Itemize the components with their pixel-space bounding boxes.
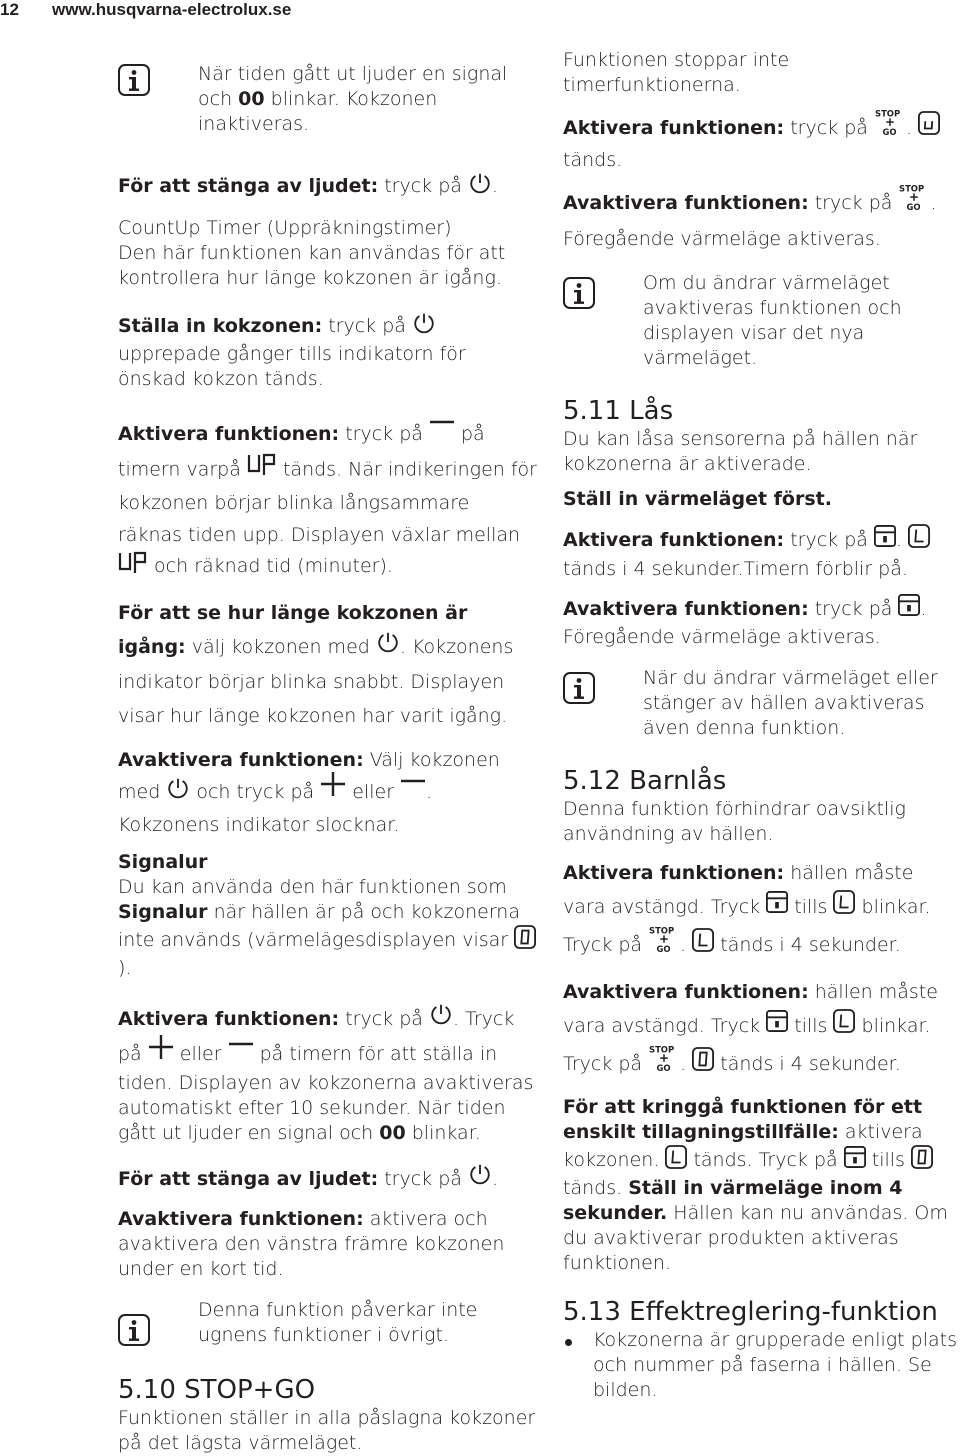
- text: .: [905, 116, 919, 139]
- display-00-text: 00: [379, 1121, 406, 1144]
- label-bold: För att se hur länge kokzonen är igång:: [118, 602, 468, 658]
- text: Du kan använda den här funktionen som: [118, 876, 507, 898]
- signalur-title: Signalur: [118, 851, 208, 873]
- note-text: När du ändrar värmeläget eller stänger av hällen avaktiveras även denna funktion.: [643, 667, 938, 739]
- power-icon: [166, 776, 190, 809]
- text: tills: [865, 1149, 911, 1171]
- label-bold: Ställa in kokzonen:: [118, 315, 323, 337]
- text: tryck på: [784, 116, 874, 139]
- deactivate-stopgo-instruction: [563, 183, 960, 255]
- text: och räknad tid (minuter).: [148, 555, 393, 577]
- text: tryck på: [808, 598, 899, 620]
- text: upprepade gånger tills indikatorn för önskad kokzon tänds.: [118, 343, 466, 390]
- text: aktivera och avaktivera den vänstra främre kokzonen under en kort tid.: [118, 1207, 505, 1280]
- activate-childlock-instruction: [563, 857, 960, 966]
- text: tänds.: [563, 149, 623, 171]
- activate-stopgo-instruction: [563, 108, 960, 173]
- text: på: [454, 423, 485, 445]
- lock-icon: [874, 525, 896, 556]
- label-bold: Avaktivera funktionen:: [563, 598, 809, 620]
- website-url: www.husqvarna-electrolux.se: [52, 0, 292, 19]
- section-heading-5-12: 5.12 Barnlås: [563, 766, 727, 796]
- bullet-list-item: [563, 1328, 960, 1403]
- text: aktivera kokzonen.: [563, 1121, 923, 1171]
- display-u-icon: [918, 111, 940, 145]
- section-text-5-12: Denna funktion förhindrar oavsiktlig användning av hällen.: [563, 798, 906, 845]
- text: . Kokzonens indikator slocknar.: [118, 781, 433, 836]
- info-icon: [563, 277, 595, 309]
- info-note-lock: [563, 666, 960, 741]
- text: eller: [346, 781, 401, 803]
- display-L-icon: [833, 890, 855, 925]
- label-bold: Avaktivera funktionen:: [118, 749, 364, 771]
- text: blinkar.: [405, 1121, 481, 1144]
- svg-text:GO: GO: [656, 1063, 671, 1074]
- text: tänds. När indikeringen för kokzonen börjar blinka långsammare räknas tiden upp. Displayen växlar mellan: [118, 458, 537, 546]
- text: Välj kokzonen med: [118, 749, 500, 803]
- minus-icon: [429, 416, 455, 453]
- text: . Tryck: [452, 1008, 515, 1030]
- section-heading-5-10: 5.10 STOP+GO: [118, 1374, 316, 1405]
- power-icon: [468, 1162, 492, 1197]
- minus-icon: [400, 775, 426, 810]
- text: hällen måste vara avstängd. Tryck: [563, 981, 938, 1037]
- deactivate-childlock-instruction: [563, 976, 960, 1085]
- countup-section: [118, 216, 538, 291]
- info-icon: [118, 64, 150, 96]
- note-text: Denna funktion påverkar inte ugnens funktioner i övrigt.: [198, 1298, 478, 1346]
- label-bold: Aktivera funktionen:: [563, 116, 785, 139]
- label-bold: Ställ in värmeläge inom 4 sekunder.: [563, 1177, 903, 1224]
- plus-icon: [320, 775, 346, 810]
- deactivate-signalur-instruction: [118, 1207, 538, 1282]
- label-bold: Ställ in värmeläget först.: [563, 488, 832, 510]
- note-text: När tiden gått ut ljuder en signal och: [198, 63, 508, 110]
- text: när hällen är på och kokzonerna inte används (värmelägesdisplayen visar: [118, 901, 520, 951]
- svg-text:STOP: STOP: [649, 1044, 675, 1055]
- signalur-section: [118, 850, 538, 981]
- text: . Föregående värmeläge aktiveras.: [563, 191, 937, 250]
- text: timern varpå: [118, 458, 247, 481]
- label-bold: Avaktivera funktionen:: [563, 191, 809, 214]
- label-bold: Aktivera funktionen:: [118, 423, 340, 445]
- text: tryck på: [339, 1008, 429, 1030]
- text: tryck på: [339, 423, 429, 445]
- stop-sound-instruction: [118, 171, 538, 202]
- power-icon: [429, 1002, 453, 1038]
- label-bold: Avaktivera funktionen:: [118, 1207, 364, 1230]
- info-note-heat-level: [563, 271, 960, 371]
- label-bold: För att stänga av ljudet:: [118, 1167, 379, 1190]
- up-display-icon: [118, 551, 148, 582]
- stop-go-icon: [898, 183, 930, 223]
- text: .: [491, 1167, 498, 1190]
- text: tänds. Tryck på: [687, 1149, 844, 1171]
- text: tryck på: [378, 1167, 468, 1190]
- text: tänds.: [563, 1177, 629, 1199]
- text: tryck på: [378, 175, 468, 197]
- display-L-icon: [692, 928, 714, 963]
- lock-icon: [844, 1146, 866, 1175]
- label-bold: Aktivera funktionen:: [563, 862, 785, 884]
- display-L-icon: [665, 1145, 687, 1176]
- left-column: [118, 48, 538, 1456]
- bypass-childlock-instruction: [563, 1095, 960, 1276]
- lock-icon: [766, 1010, 788, 1043]
- text: på timern för att ställa in tiden. Displayen av kokzonerna avaktiveras automatiskt efter 10 sekunder. När tiden gått ut ljuder en signal och: [118, 1042, 534, 1144]
- text: tänds i 4 sekunder.: [714, 1053, 901, 1075]
- note-text: blinkar. Kokzonen inaktiveras.: [198, 88, 438, 135]
- text: blinkar. Tryck på: [563, 896, 931, 956]
- activate-signalur-instruction: [118, 1001, 538, 1146]
- up-display-icon: [247, 453, 277, 487]
- label-bold: För att stänga av ljudet:: [118, 175, 379, 197]
- deactivate-countup-instruction: [118, 745, 538, 840]
- stopgo-text: Funktionen stoppar inte timerfunktionerna.: [563, 49, 790, 96]
- svg-text:STOP: STOP: [899, 183, 925, 194]
- text: . Kokzonens indikator börjar blinka snabbt. Displayen visar hur länge kokzonen har varit igång.: [118, 636, 514, 727]
- text: .: [895, 529, 909, 551]
- section-text-5-11: Du kan låsa sensorerna på hällen när kokzonerna är aktiverade.: [563, 428, 918, 475]
- note-text: Om du ändrar värmeläget avaktiveras funktionen och displayen visar det nya värmeläget.: [643, 272, 902, 369]
- display-L-icon: [908, 524, 930, 557]
- text: tryck på: [784, 529, 874, 551]
- text: blinkar. Tryck på: [563, 1015, 931, 1075]
- display-00-text: 00: [238, 88, 265, 110]
- power-icon: [412, 311, 436, 342]
- section-heading-5-13: 5.13 Effektreglering-funktion: [563, 1297, 938, 1327]
- minus-icon: [228, 1038, 254, 1071]
- svg-text:GO: GO: [882, 127, 897, 138]
- label-bold: Aktivera funktionen:: [118, 1008, 340, 1030]
- section-heading-5-11: 5.11 Lås: [563, 396, 674, 426]
- text: .: [680, 934, 693, 956]
- activate-lock-instruction: [563, 524, 960, 582]
- stop-go-icon: [874, 108, 906, 148]
- bullet-text: Kokzonerna är grupperade enligt plats och nummer på faserna i hällen. Se bilden.: [593, 1329, 957, 1401]
- label-bold: Avaktivera funktionen:: [563, 981, 809, 1003]
- svg-text:STOP: STOP: [649, 925, 675, 936]
- plus-icon: [148, 1038, 174, 1071]
- deactivate-lock-instruction: [563, 594, 960, 650]
- text: . Föregående värmeläge aktiveras.: [563, 598, 927, 648]
- text: eller: [173, 1042, 228, 1065]
- countup-text: Den här funktionen kan användas för att kontrollera hur länge kokzonen är igång.: [118, 242, 506, 289]
- display-0-icon: [692, 1047, 714, 1082]
- text: på: [118, 1042, 148, 1065]
- text: välj kokzonen med: [185, 636, 376, 658]
- info-icon: [118, 1314, 150, 1346]
- text: .: [491, 175, 498, 197]
- display-0-icon: [911, 1145, 933, 1176]
- section-text-5-10: Funktionen ställer in alla påslagna kokzoner på det lägsta värmeläget.: [118, 1406, 536, 1454]
- text: tills: [788, 1015, 834, 1037]
- bullet-dot: [565, 1339, 572, 1346]
- stop-sound-instruction-2: [118, 1162, 538, 1197]
- text: tänds i 4 sekunder.Timern förblir på.: [563, 558, 908, 580]
- text: och tryck på: [190, 781, 321, 803]
- text: Hällen kan nu användas. Om du avaktiverar produkten aktiveras funktionen.: [563, 1202, 948, 1274]
- lock-icon: [898, 594, 920, 625]
- text: tryck på: [808, 191, 899, 214]
- info-note-oven: [118, 1298, 538, 1354]
- label-bold: För att kringgå funktionen för ett enskilt tillagningstillfälle:: [563, 1096, 923, 1143]
- info-note-timer-end: [118, 62, 538, 137]
- lock-icon: [766, 891, 788, 924]
- display-0-icon: [514, 925, 536, 956]
- text: tills: [788, 896, 834, 918]
- set-zone-instruction: [118, 311, 538, 392]
- page-number: 12: [0, 0, 19, 19]
- text: tryck på: [322, 315, 412, 337]
- power-icon: [468, 171, 492, 202]
- label-bold: Signalur: [118, 901, 208, 923]
- countup-title: CountUp Timer (Uppräkningstimer): [118, 217, 452, 239]
- text: .: [680, 1053, 693, 1075]
- activate-countup-instruction: [118, 416, 538, 582]
- svg-text:GO: GO: [656, 944, 671, 955]
- text: tänds i 4 sekunder.: [714, 934, 901, 956]
- label-bold: Aktivera funktionen:: [563, 529, 785, 551]
- see-duration-instruction: [118, 596, 538, 733]
- svg-text:STOP: STOP: [874, 108, 901, 119]
- display-L-icon: [833, 1009, 855, 1044]
- stop-go-icon: [648, 925, 680, 966]
- right-column: [563, 48, 960, 1403]
- info-icon: [563, 672, 595, 704]
- svg-text:GO: GO: [906, 202, 922, 213]
- set-heat-first: [563, 487, 960, 512]
- text: hällen måste vara avstängd. Tryck: [563, 862, 914, 918]
- power-icon: [376, 630, 400, 665]
- text: ).: [118, 957, 132, 979]
- stop-go-icon: [648, 1044, 680, 1085]
